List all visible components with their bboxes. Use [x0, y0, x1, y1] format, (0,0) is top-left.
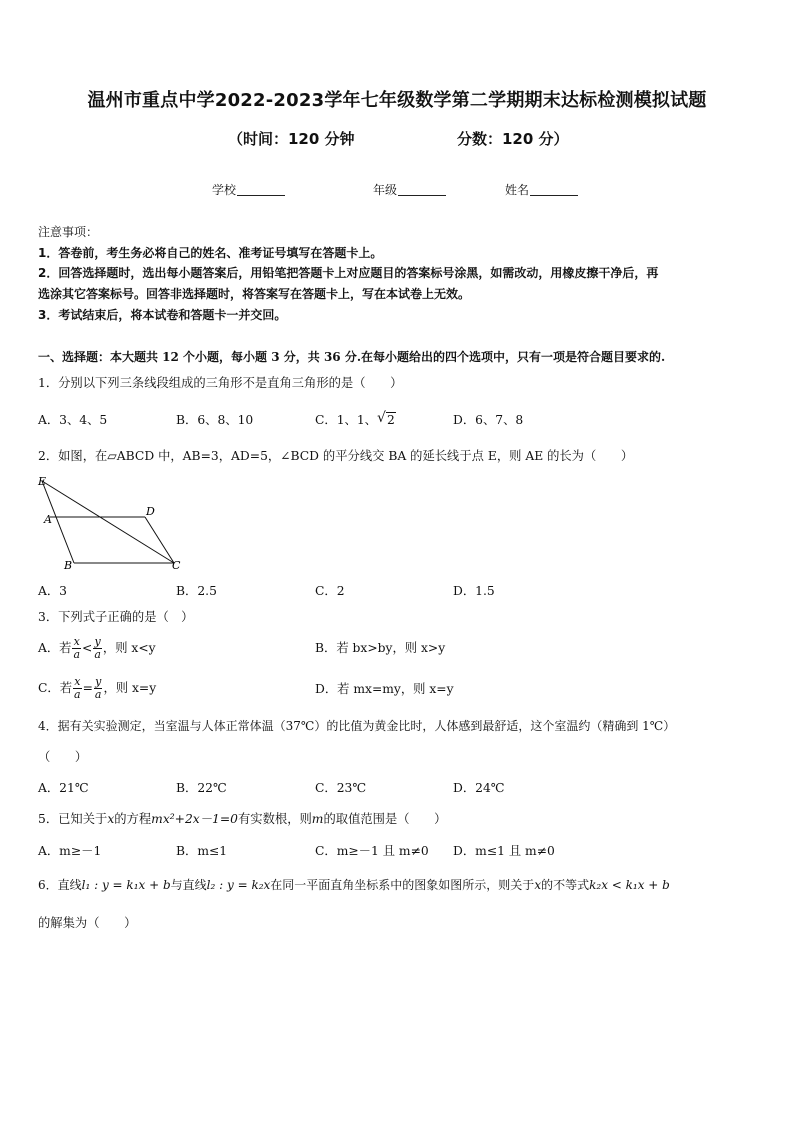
notice-item-3: 3．考试结束后，将本试卷和答题卡一并交回。	[38, 308, 287, 322]
notice-item-2: 2．回答选择题时，选出每小题答案后，用铅笔把答题卡上对应题目的答案标号涂黑，如需改动，用橡皮擦干净后，再	[38, 266, 659, 280]
label-B: B	[64, 559, 73, 572]
q3-option-c[interactable]: C．若 $\frac{x}{a}$ = $\frac{y}{a}$ ，则 x=y	[38, 675, 157, 701]
name-blank[interactable]	[530, 183, 578, 196]
page-title: 温州市重点中学2022-2023学年七年级数学第二学期期末达标检测模拟试题	[87, 90, 707, 111]
q3-option-a[interactable]: A．若 $\frac{x}{a}$ < $\frac{y}{a}$ ，则 x<y	[38, 635, 156, 661]
fraction-x-over-a: $\frac{x}{a}$	[73, 635, 81, 661]
q2-option-c[interactable]: C．2	[315, 584, 345, 598]
sqrt-symbol: √ 2	[376, 410, 395, 427]
q2-option-b[interactable]: B．2.5	[176, 584, 217, 598]
grade-blank[interactable]	[398, 183, 446, 196]
q3-option-b[interactable]: B．若 bx>by，则 x>y	[315, 641, 446, 655]
notice-item-1: 1．答卷前，考生务必将自己的姓名、准考证号填写在答题卡上。	[38, 246, 383, 260]
question-2-stem: 2．如图，在▱ABCD 中，AB=3，AD=5，∠BCD 的平分线交 BA 的延长线于点 E，则 AE 的长为（ ）	[38, 449, 634, 463]
q2-option-a[interactable]: A．3	[38, 584, 68, 598]
q1-option-a[interactable]: A．3、4、5	[38, 413, 108, 427]
q4-option-d[interactable]: D．24℃	[453, 781, 505, 795]
question-4-stem: 4．据有关实验测定，当室温与人体正常体温（37℃）的比值为黄金比时，人体感到最舒适，这个室温约（精确到 1℃）	[38, 719, 676, 733]
question-3-stem: 3．下列式子正确的是（ ）	[38, 610, 194, 624]
name-field[interactable]: 姓名	[505, 181, 578, 198]
school-blank[interactable]	[237, 183, 285, 196]
q1-option-c[interactable]: C．1、1、 √ 2	[315, 410, 395, 427]
question-6-stem-cont: 的解集为（ ）	[38, 916, 137, 930]
parallelogram-figure	[36, 472, 186, 572]
q5-option-b[interactable]: B．m≤1	[176, 844, 228, 858]
q4-option-b[interactable]: B．22℃	[176, 781, 227, 795]
school-field[interactable]: 学校	[212, 181, 285, 198]
student-info-row	[0, 181, 794, 199]
label-C: C	[172, 559, 181, 572]
grade-field[interactable]: 年级	[373, 181, 446, 198]
fraction-y-over-a: $\frac{y}{a}$	[94, 635, 101, 661]
label-A: A	[44, 513, 52, 526]
q4-option-c[interactable]: C．23℃	[315, 781, 367, 795]
q3-option-d[interactable]: D．若 mx=my，则 x=y	[315, 682, 454, 696]
q5-option-d[interactable]: D．m≤1 且 m≠0	[453, 844, 555, 858]
fraction-y-over-a: $\frac{y}{a}$	[94, 675, 102, 701]
exam-subtitle	[0, 128, 794, 150]
q1-option-d[interactable]: D．6、7、8	[453, 413, 524, 427]
exam-score: 分数：120 分）	[457, 130, 569, 148]
q5-option-c[interactable]: C．m≥－1 且 m≠0	[315, 844, 429, 858]
exam-time: （时间：120 分钟	[228, 130, 355, 148]
fraction-x-over-a: $\frac{x}{a}$	[74, 675, 81, 701]
notice-item-2-cont: 选涂其它答案标号。回答非选择题时，将答案写在答题卡上，写在本试卷上无效。	[38, 287, 471, 301]
question-6-stem: 6．直线l₁ : y = k₁x + b与直线l₂ : y = k₂x在同一平面直角坐标系中的图象如图所示，则关于x的不等式k₂x < k₁x + b	[38, 878, 670, 892]
label-D: D	[146, 505, 155, 518]
q5-option-a[interactable]: A．m≥－1	[38, 844, 102, 858]
question-5-stem: 5．已知关于x的方程mx²+2x－1=0有实数根，则m的取值范围是（ ）	[38, 812, 447, 826]
q1-option-b[interactable]: B．6、8、10	[176, 413, 254, 427]
question-4-stem-cont: （ ）	[38, 750, 88, 764]
label-E: E	[38, 475, 47, 488]
q4-option-a[interactable]: A．21℃	[38, 781, 89, 795]
notice-heading: 注意事项：	[38, 225, 99, 239]
question-1-stem: 1．分别以下列三条线段组成的三角形不是直角三角形的是（ ）	[38, 376, 403, 390]
section-1-heading: 一、选择题：本大题共 12 个小题，每小题 3 分，共 36 分.在每小题给出的四个选项中，只有一项是符合题目要求的.	[38, 350, 666, 364]
q2-option-d[interactable]: D．1.5	[453, 584, 495, 598]
